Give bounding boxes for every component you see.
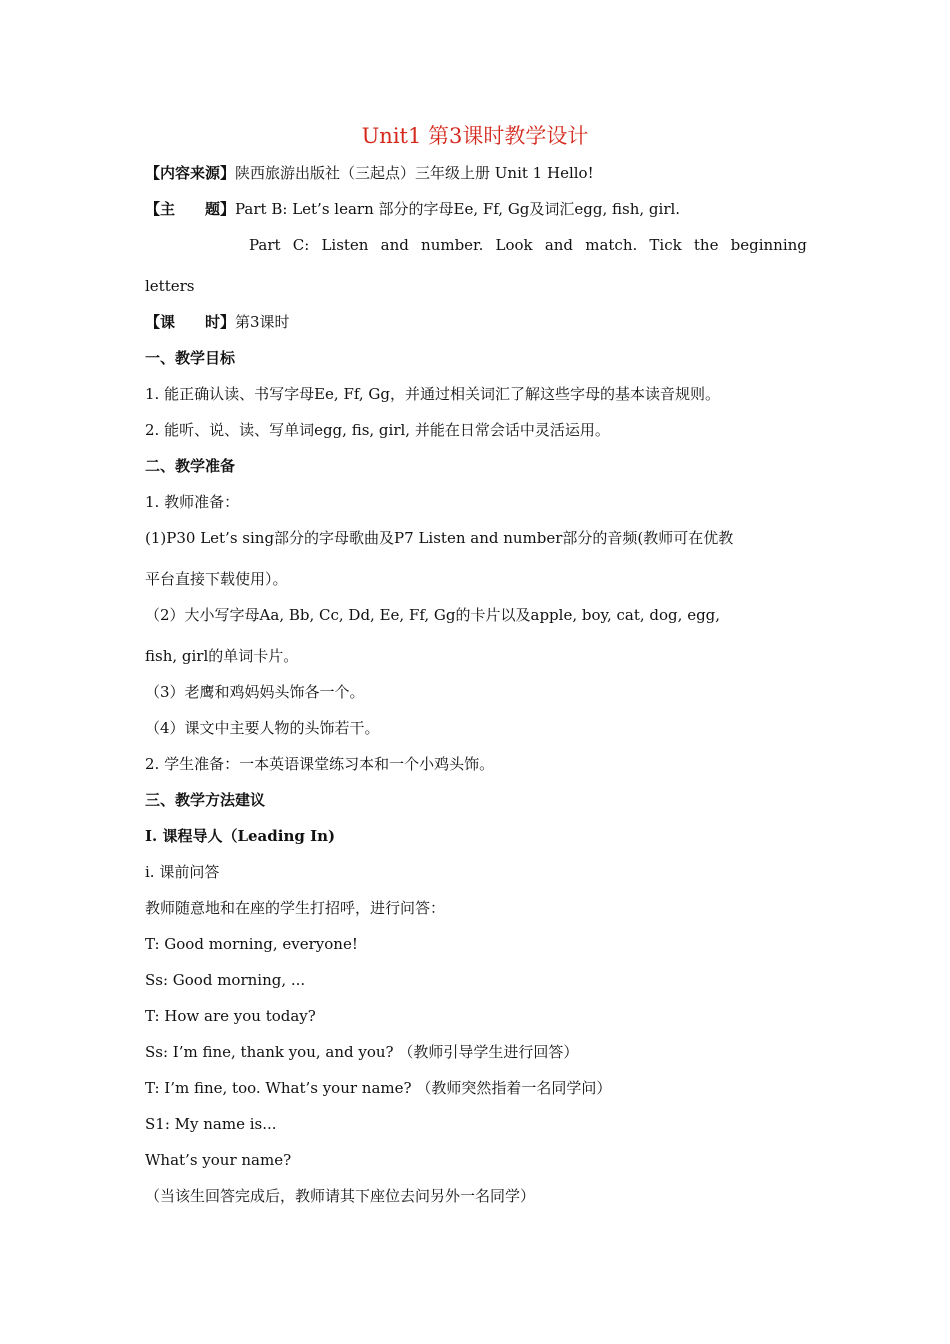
topic-line-2 — [249, 235, 807, 255]
prep-item-2: 2. 学生准备：一本英语课堂练习本和一个小鸡头饰。 — [145, 755, 495, 773]
topic-line-2-word: number. — [421, 236, 484, 254]
prep-item-1: 1. 教师准备： — [145, 493, 240, 511]
prep-item-1-2b: fish, girl的单词卡片。 — [145, 647, 299, 665]
period-label: 【课 时】 — [145, 313, 236, 331]
prep-item-1-2a: （2）大小写字母Aa, Bb, Cc, Dd, Ee, Ff, Gg的卡片以及apple, boy, cat, dog, egg, — [145, 606, 721, 624]
prep-item-1-4: （4）课文中主要人物的头饰若干。 — [145, 719, 380, 737]
prep-item-1-1b: 平台直接下载使用）。 — [145, 570, 288, 588]
topic-label: 【主 题】 — [145, 200, 236, 218]
topic-line — [145, 199, 680, 219]
dialog-line: （当该生回答完成后，教师请其下座位去问另外一名同学） — [145, 1187, 536, 1205]
dialog-line: Ss: I’m fine, thank you, and you? （教师引导学生进行回答） — [145, 1043, 579, 1061]
source-label: 【内容来源】 — [145, 164, 236, 182]
period-value: 第3课时 — [235, 313, 290, 331]
topic-line-2-word: Look — [495, 236, 533, 254]
document-title: Unit1 第3课时教学设计 — [361, 124, 589, 148]
dialog-line: What’s your name? — [145, 1151, 292, 1169]
topic-line-2-word: and — [544, 236, 574, 254]
subheading-leading-in: I. 课程导人（Leading In) — [145, 827, 336, 845]
topic-line-2-word: the — [693, 236, 719, 254]
subheading-pre-class-qa: i. 课前问答 — [145, 863, 220, 881]
topic-line-3: letters — [145, 277, 195, 295]
goal-item-1: 1. 能正确认读、书写字母Ee, Ff, Gg，并通过相关词汇了解这些字母的基本读音规则。 — [145, 385, 720, 403]
prep-item-1-3: （3）老鹰和鸡妈妈头饰各一个。 — [145, 683, 365, 701]
dialog-line: Ss: Good morning, ... — [145, 971, 306, 989]
topic-line-2-word: beginning — [730, 236, 807, 254]
lead-intro-text: 教师随意地和在座的学生打招呼，进行问答： — [145, 899, 446, 917]
topic-line-2-word: C: — [292, 236, 310, 254]
period-line — [145, 312, 290, 332]
section-heading-goals: 一、教学目标 — [145, 349, 236, 367]
source-line — [145, 163, 594, 183]
dialog-line: T: How are you today? — [145, 1007, 316, 1025]
topic-line-2-word: Part — [249, 236, 281, 254]
topic-line-2-word: Listen — [321, 236, 369, 254]
source-value: 陕西旅游出版社（三起点）三年级上册 Unit 1 Hello! — [235, 164, 594, 182]
section-heading-method: 三、教学方法建议 — [145, 791, 266, 809]
goal-item-2: 2. 能听、说、读、写单词egg, fis, girl, 并能在日常会话中灵活运用。 — [145, 421, 610, 439]
prep-item-1-1a: (1)P30 Let’s sing部分的字母歌曲及P7 Listen and number部分的音频(教师可在优教 — [145, 529, 734, 547]
topic-line-2-word: match. — [585, 236, 638, 254]
topic-value: Part B: Let’s learn 部分的字母Ee, Ff, Gg及词汇egg, fish, girl. — [235, 200, 681, 218]
section-heading-prep: 二、教学准备 — [145, 457, 236, 475]
topic-line-2-word: and — [380, 236, 409, 254]
topic-line-2-word: Tick — [649, 236, 682, 254]
dialog-line: S1: My name is... — [145, 1115, 277, 1133]
dialog-line: T: I’m fine, too. What’s your name? （教师突然指着一名同学问） — [145, 1079, 612, 1097]
dialog-line: T: Good morning, everyone! — [145, 935, 358, 953]
